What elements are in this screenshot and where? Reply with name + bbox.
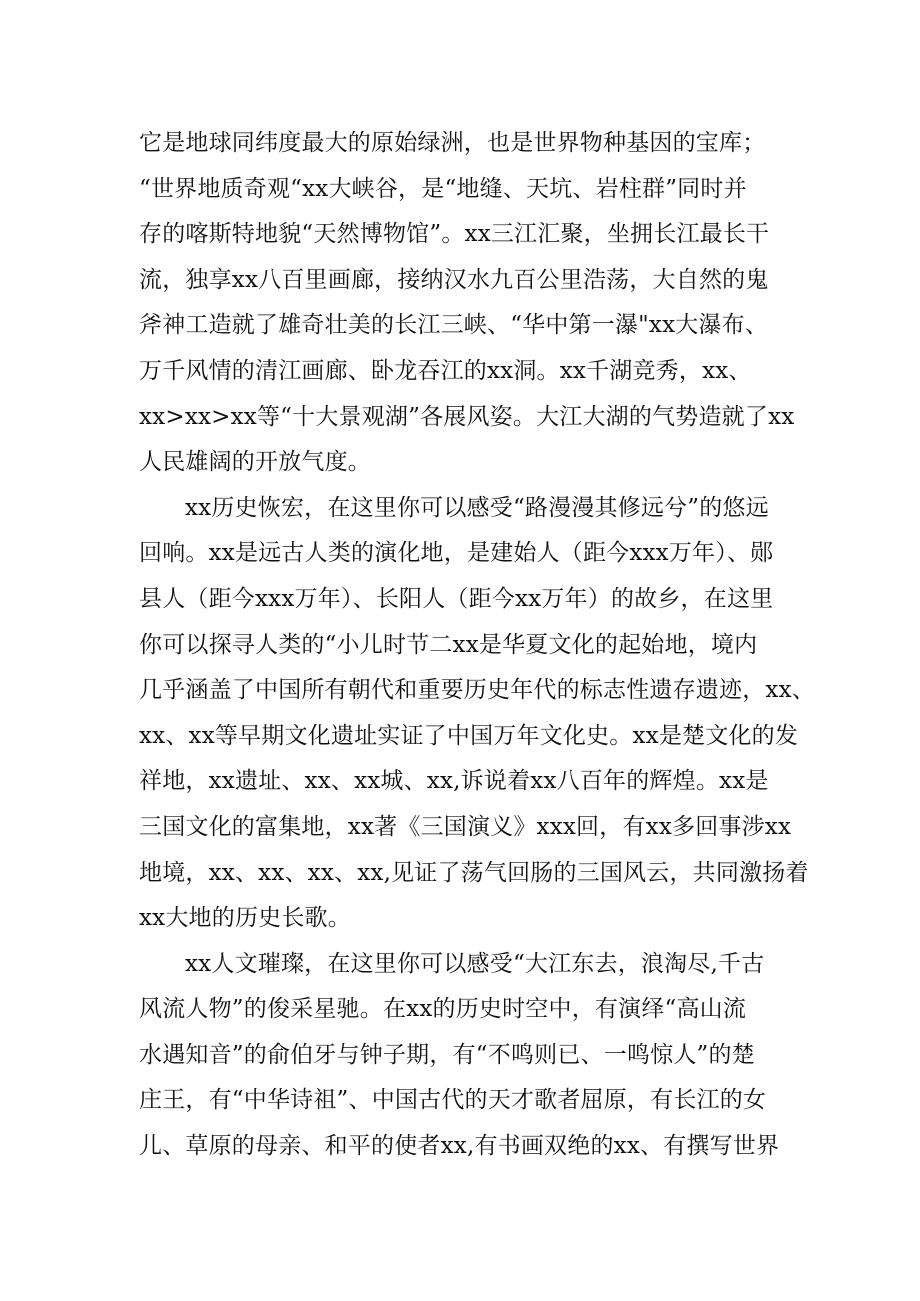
paragraph: [139, 121, 799, 486]
document-body: [139, 121, 815, 1170]
text-line: 地境，xx、xx、xx、xx,见证了荡气回肠的三国风云，共同激扬着: [139, 859, 809, 886]
text-line: xx>xx>xx等“十大景观湖”各展风姿。大江大湖的气势造就了xx: [139, 403, 795, 430]
text-line: xx人文璀璨，在这里你可以感受“大江东去，浪淘尽,千古: [185, 950, 765, 977]
text-line: 水遇知音”的俞伯牙与钟子期，有“不鸣则已、一鸣惊人”的楚: [139, 1041, 755, 1068]
text-line: 回响。xx是远古人类的演化地，是建始人（距今xxx万年）、郧: [139, 540, 774, 567]
text-line: 县人（距今xxx万年）、长阳人（距今xx万年）的故乡，在这里: [139, 585, 774, 612]
text-line: xx历史恢宏，在这里你可以感受“路漫漫其修远兮”的悠远: [185, 494, 769, 521]
text-line: 流，独享xx八百里画廊，接纳汉水九百公里浩荡，大自然的鬼: [139, 266, 769, 293]
text-line: 儿、草原的母亲、和平的使者xx,有书画双绝的xx、有撰写世界: [139, 1133, 780, 1160]
paragraph: [139, 942, 799, 1170]
text-line: 人民雄阔的开放气度。: [139, 449, 371, 476]
text-line: 风流人物”的俊采星驰。在xx的历史时空中，有演绎“高山流: [139, 996, 747, 1023]
text-line: 三国文化的富集地，xx著《三国演义》xxx回，有xx多回事涉xx: [139, 813, 792, 840]
text-line: 庄王，有“中华诗祖”、中国古代的天才歌者屈原，有长江的女: [139, 1087, 767, 1114]
text-line: “世界地质奇观“xx大峡谷，是“地缝、天坑、岩柱群”同时并: [139, 175, 747, 202]
text-line: 它是地球同纬度最大的原始绿洲，也是世界物种基因的宝库；: [139, 130, 766, 156]
text-line: 祥地，xx遗址、xx、xx城、xx,诉说着xx八百年的辉煌。xx是: [139, 768, 769, 795]
text-line: 存的喀斯特地貌“天然博物馆”。xx三江汇聚，坐拥长江最长干: [139, 221, 770, 248]
text-line: 斧神工造就了雄奇壮美的长江三峡、“华中第一瀑"xx大瀑布、: [139, 312, 769, 339]
text-line: 几乎涵盖了中国所有朝代和重要历史年代的标志性遗存遗迹，xx、: [139, 677, 815, 704]
text-line: 你可以探寻人类的“小儿时节二xx是华夏文化的起始地，境内: [139, 631, 758, 658]
paragraph: [139, 486, 815, 942]
text-line: xx大地的历史长歌。: [139, 905, 351, 932]
text-line: xx、xx等早期文化遗址实证了中国万年文化史。xx是楚文化的发: [139, 722, 799, 749]
text-line: 万千风情的清江画廊、卧龙吞江的xx洞。xx千湖竞秀，xx、: [139, 357, 752, 384]
